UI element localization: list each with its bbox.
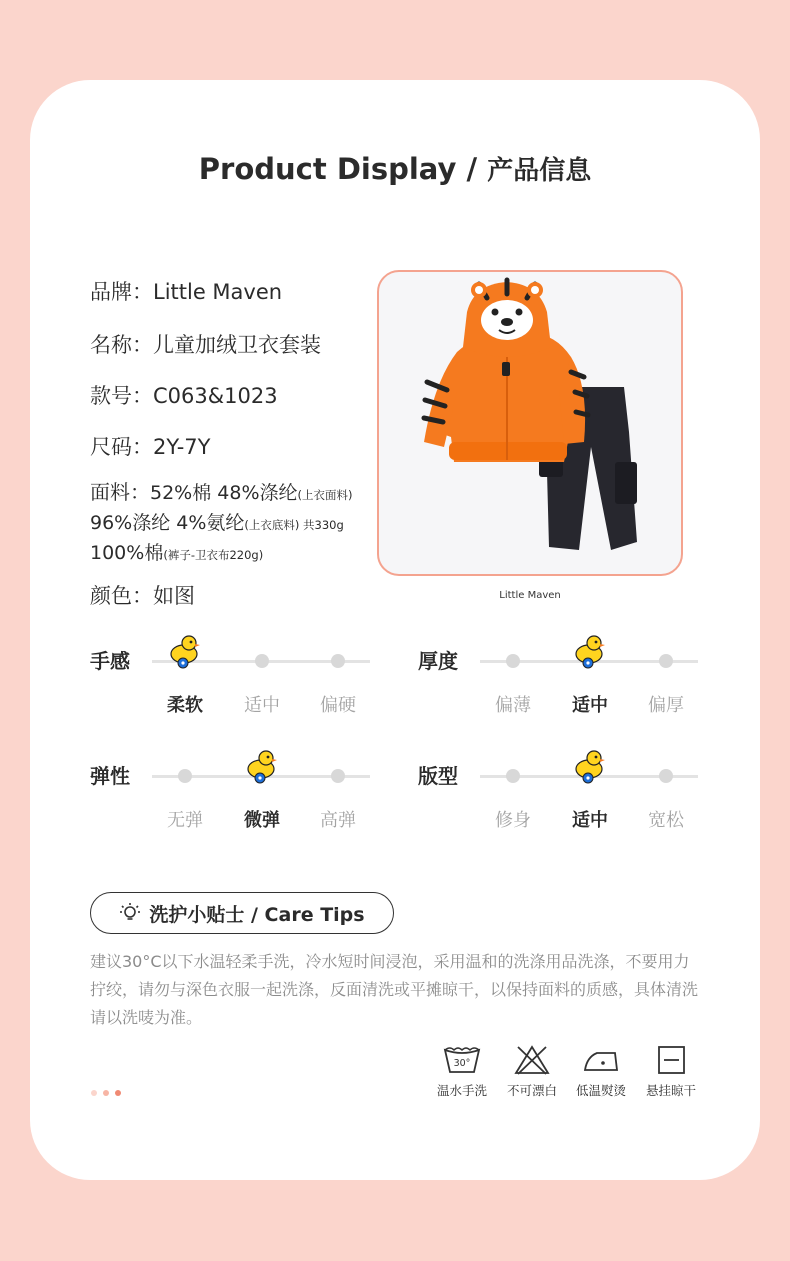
scale-0 bbox=[90, 645, 390, 725]
lightbulb-icon bbox=[119, 902, 141, 924]
wash-temp: 30° bbox=[453, 1058, 471, 1069]
dot bbox=[115, 1090, 121, 1096]
scale-option: 无弹 bbox=[167, 810, 203, 831]
scale-label: 厚度 bbox=[418, 649, 458, 673]
spec-key: 款号： bbox=[90, 384, 153, 408]
spec-value: 如图 bbox=[153, 584, 195, 608]
scale-2 bbox=[90, 760, 390, 840]
duck-marker-icon bbox=[573, 633, 607, 669]
title-zh: 产品信息 bbox=[487, 156, 592, 186]
scale-option: 偏厚 bbox=[648, 695, 684, 716]
scale-dot bbox=[331, 769, 345, 783]
duck-marker-icon bbox=[573, 748, 607, 784]
care-tips-text: 建议30°C以下水温轻柔手洗，冷水短时间浸泡，采用温和的洗涤用品洗涤，不要用力拧绞，请勿与深色衣服一起洗涤，反面清洗或平摊晾干，以保持面料的质感，具体清洗请以洗唛为准。 bbox=[90, 952, 699, 1027]
care-tips-badge bbox=[90, 892, 394, 934]
low-iron-icon bbox=[581, 1045, 621, 1075]
care-icon-label: 悬挂晾干 bbox=[645, 1083, 696, 1098]
care-icon-label: 温水手洗 bbox=[436, 1083, 487, 1098]
care-icon-hang-dry bbox=[636, 1045, 706, 1099]
scale-dot bbox=[331, 654, 345, 668]
spec-key: 名称： bbox=[90, 333, 153, 357]
scale-option: 适中 bbox=[572, 810, 608, 831]
page-dots bbox=[91, 1090, 121, 1096]
fabric-line2-note: (上衣底料) 共330g bbox=[244, 518, 344, 532]
scale-option: 适中 bbox=[572, 695, 608, 716]
spec-key: 面料： bbox=[90, 480, 150, 504]
care-icon-label: 低温熨烫 bbox=[575, 1083, 626, 1098]
care-icon-hand-wash bbox=[427, 1045, 497, 1099]
fabric-line3-note: (裤子-卫衣布220g) bbox=[163, 548, 264, 562]
spec-name bbox=[90, 329, 321, 359]
scale-3 bbox=[418, 760, 718, 840]
fabric-line2: 96%涤纶 4%氨纶 bbox=[90, 512, 245, 534]
scale-dot bbox=[178, 769, 192, 783]
title-en: Product Display bbox=[198, 152, 457, 186]
care-icon-no-bleach bbox=[497, 1045, 567, 1099]
fabric-line1-note: (上衣面料) bbox=[297, 488, 353, 502]
scale-label: 手感 bbox=[90, 649, 130, 673]
scale-1 bbox=[418, 645, 718, 725]
spec-key: 品牌： bbox=[90, 280, 153, 304]
scale-option: 修身 bbox=[495, 810, 531, 831]
hang-dry-icon bbox=[651, 1045, 691, 1075]
spec-value: 儿童加绒卫衣套装 bbox=[153, 333, 321, 357]
spec-model bbox=[90, 380, 278, 410]
scale-label: 版型 bbox=[418, 764, 458, 788]
duck-marker-icon bbox=[245, 748, 279, 784]
scale-dot bbox=[506, 769, 520, 783]
care-icon-low-iron bbox=[566, 1045, 636, 1099]
page-title bbox=[0, 150, 790, 187]
spec-key: 尺码： bbox=[90, 435, 153, 459]
scale-dot bbox=[255, 654, 269, 668]
scale-option: 偏薄 bbox=[495, 695, 531, 716]
product-photo bbox=[377, 270, 683, 576]
dot bbox=[103, 1090, 109, 1096]
scale-option: 微弹 bbox=[244, 810, 280, 831]
scale-option: 偏硬 bbox=[320, 695, 356, 716]
photo-caption: Little Maven bbox=[499, 590, 561, 601]
spec-key: 颜色： bbox=[90, 584, 153, 608]
scale-option: 适中 bbox=[244, 695, 280, 716]
scale-dot bbox=[659, 654, 673, 668]
fabric-line3: 100%棉 bbox=[90, 542, 164, 564]
fabric-line1: 52%棉 48%涤纶 bbox=[150, 482, 298, 504]
spec-fabric bbox=[90, 478, 353, 569]
scale-option: 宽松 bbox=[648, 810, 684, 831]
scale-dot bbox=[659, 769, 673, 783]
tiger-hoodie-set-illustration bbox=[379, 272, 681, 574]
scale-option: 柔软 bbox=[167, 695, 203, 716]
spec-brand bbox=[90, 276, 282, 306]
spec-color bbox=[90, 580, 195, 610]
scale-label: 弹性 bbox=[90, 764, 130, 788]
spec-size bbox=[90, 431, 210, 461]
scale-dot bbox=[506, 654, 520, 668]
spec-value: Little Maven bbox=[153, 280, 283, 304]
scale-option: 高弹 bbox=[320, 810, 356, 831]
spec-value: C063&1023 bbox=[153, 384, 278, 408]
care-tips-title: 洗护小贴士 / Care Tips bbox=[149, 903, 365, 926]
hand-wash-30-icon bbox=[442, 1045, 482, 1075]
dot bbox=[91, 1090, 97, 1096]
spec-value: 2Y-7Y bbox=[153, 435, 211, 459]
duck-marker-icon bbox=[168, 633, 202, 669]
title-sep: / bbox=[456, 152, 488, 186]
care-icon-label: 不可漂白 bbox=[506, 1083, 557, 1098]
no-bleach-icon bbox=[512, 1045, 552, 1075]
